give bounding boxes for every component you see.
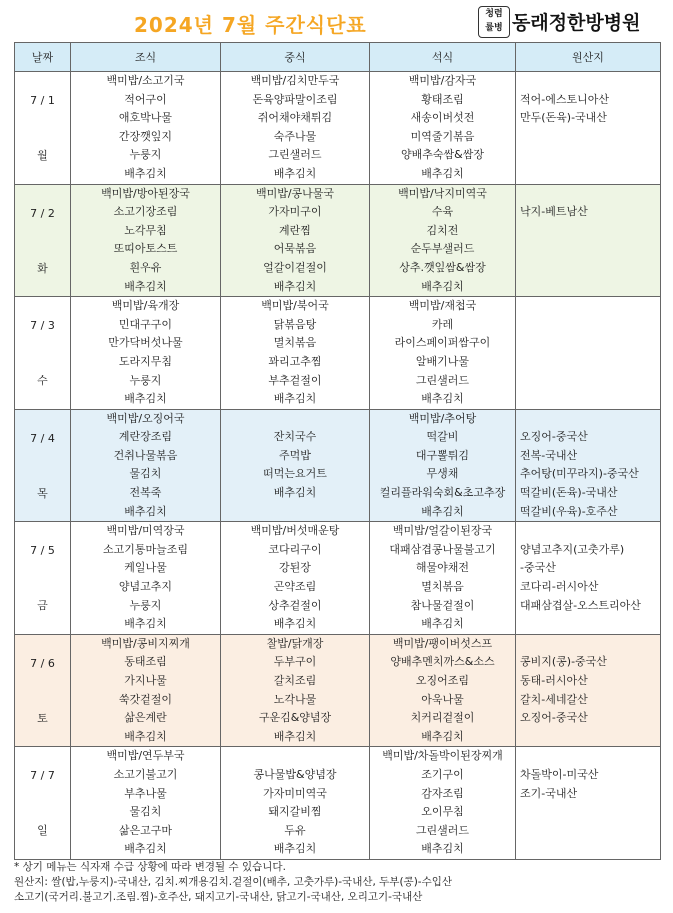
menu-item: 백미밥/버섯매운탕 <box>250 524 340 538</box>
origin-item <box>520 334 660 353</box>
menu-item: 민대구구이 <box>118 317 173 331</box>
menu-item: 주먹밥 <box>279 448 311 462</box>
menu-item: 삶은계란 <box>124 711 167 725</box>
header-lunch: 중식 <box>221 43 370 72</box>
day-row <box>15 409 661 522</box>
weekday-label: 토 <box>37 711 48 725</box>
menu-item: 백미밥/연두부국 <box>106 749 185 763</box>
menu-item: 소고기장조림 <box>113 205 178 219</box>
weekday-label: 월 <box>37 149 48 162</box>
origin-item <box>520 222 660 241</box>
menu-item: 배추김치 <box>421 392 464 406</box>
menu-item: 잔치국수 <box>273 430 317 444</box>
origin-item: 만두(돈육)-국내산 <box>520 111 607 125</box>
date-label: 7 / 4 <box>30 431 55 445</box>
menu-item: 배추김치 <box>273 617 317 631</box>
menu-item: 또띠아토스트 <box>113 242 178 256</box>
origin-cell <box>516 747 661 860</box>
origin-item: 차돌박이-미국산 <box>520 767 599 781</box>
menu-item: 아욱나물 <box>421 692 464 706</box>
origin-cell <box>516 634 661 747</box>
origin-item: 오징어-중국산 <box>520 430 588 444</box>
origin-item <box>520 185 660 204</box>
menu-item: 가자미미역국 <box>263 786 327 800</box>
menu-item: 컬리플라워숙회&초고추장 <box>379 486 506 500</box>
menu-item <box>221 410 369 429</box>
menu-item: 백미밥/추어탕 <box>408 411 477 425</box>
menu-item: 양배추숙쌈&쌈장 <box>401 148 484 162</box>
menu-item: 계란장조림 <box>118 430 173 444</box>
hospital-name: 동래정한방병원 <box>512 12 641 34</box>
menu-item: 소고기통마늘조림 <box>102 542 188 556</box>
menu-item: 만가닥버섯나물 <box>108 336 183 350</box>
menu-item: 콩나물밥&양념장 <box>253 767 337 781</box>
dinner-cell <box>370 634 516 747</box>
menu-item: 배추김치 <box>273 392 317 406</box>
menu-item: 꽈리고추찜 <box>268 354 322 368</box>
day-row <box>15 72 661 185</box>
menu-item: 참나물겉절이 <box>410 598 475 612</box>
weekday-label: 목 <box>37 486 48 500</box>
origin-item: 양념고추지(고춧가루) <box>520 542 625 556</box>
anti-corruption-logo: 청렴 률병 <box>478 6 510 38</box>
weekday-label: 화 <box>37 261 48 275</box>
menu-item: 백미밥/콩비지찌개 <box>101 636 190 650</box>
menu-item: 물김치 <box>129 805 162 819</box>
origin-item: 떡갈비(돈육)-국내산 <box>520 486 618 500</box>
day-cell <box>15 522 71 635</box>
menu-item: 배추김치 <box>273 486 317 500</box>
origin-item: 떡갈비(우육)-호주산 <box>520 504 618 518</box>
menu-item: 배추김치 <box>124 504 167 518</box>
menu-item: 물김치 <box>129 467 162 481</box>
lunch-cell <box>221 747 370 860</box>
menu-item: 김치전 <box>426 223 459 237</box>
day-row <box>15 297 661 410</box>
menu-item: 배추김치 <box>273 842 317 856</box>
menu-item: 소고기불고기 <box>113 767 178 781</box>
menu-item: 숙주나물 <box>273 129 317 143</box>
menu-item: 구운김&양념장 <box>258 711 332 725</box>
menu-item: 백미밥/차돌박이된장찌개 <box>382 749 503 763</box>
day-cell <box>15 747 71 860</box>
menu-item: 백미밥/콩나물국 <box>255 186 335 200</box>
breakfast-cell <box>71 297 221 410</box>
header-dinner: 석식 <box>370 43 516 72</box>
page-title: 2024년 7월 주간식단표 <box>134 13 367 37</box>
menu-item: 그린샐러드 <box>415 373 470 387</box>
day-row <box>15 747 661 860</box>
day-row <box>15 522 661 635</box>
menu-item: 건취나물볶음 <box>113 448 178 462</box>
origin-item <box>520 410 660 429</box>
menu-item: 백미밥/감자국 <box>408 74 477 87</box>
menu-item: 양배추멘치까스&소스 <box>390 655 495 669</box>
menu-item: 간장깻잎지 <box>118 129 173 143</box>
origin-item: 대패삼겹살-오스트리아산 <box>520 598 641 612</box>
weekday-label: 수 <box>37 374 48 388</box>
breakfast-cell <box>71 747 221 860</box>
origin-cell <box>516 297 661 410</box>
lunch-cell <box>221 522 370 635</box>
header-origin: 원산지 <box>516 43 661 72</box>
origin-item: 갈치-세네갈산 <box>520 692 588 706</box>
origin-item <box>520 353 660 372</box>
menu-item: 어묵볶음 <box>273 242 317 256</box>
day-row <box>15 184 661 297</box>
origin-item <box>520 822 660 841</box>
menu-item: 조기구이 <box>421 767 464 781</box>
menu-item: 백미밥/미역장국 <box>106 524 185 538</box>
date-label: 7 / 7 <box>30 769 55 783</box>
day-cell <box>15 634 71 747</box>
menu-item: 두유 <box>284 823 306 837</box>
origin-item <box>520 146 660 165</box>
date-label: 7 / 1 <box>30 94 55 107</box>
menu-item: 배추김치 <box>124 617 167 631</box>
origin-item: 콩비지(콩)-중국산 <box>520 655 607 669</box>
weekday-label: 일 <box>37 824 48 838</box>
menu-item: 멸치볶음 <box>273 336 317 350</box>
origin-item <box>520 522 660 541</box>
day-row <box>15 634 661 747</box>
menu-item: 케일나물 <box>124 561 167 575</box>
lunch-cell <box>221 184 370 297</box>
origin-cell <box>516 409 661 522</box>
menu-item: 배추김치 <box>421 504 464 518</box>
lunch-cell <box>221 297 370 410</box>
origin-item <box>520 128 660 147</box>
menu-item <box>221 503 369 522</box>
menu-item: 치커리겉절이 <box>410 711 475 725</box>
origin-item <box>520 803 660 822</box>
date-label: 7 / 5 <box>30 544 55 558</box>
menu-item <box>221 747 369 766</box>
menu-item: 배추김치 <box>421 617 464 631</box>
origin-item: 적어-에스토니아산 <box>520 92 609 106</box>
menu-item: 배추김치 <box>124 729 167 743</box>
menu-item: 대패삼겹콩나물불고기 <box>389 542 496 556</box>
menu-item: 무생채 <box>426 467 459 481</box>
menu-item: 노각무침 <box>124 223 167 237</box>
breakfast-cell <box>71 72 221 185</box>
menu-item: 코다리구이 <box>268 542 322 556</box>
menu-item: 대구뽈튀김 <box>415 448 470 462</box>
origin-item <box>520 747 660 766</box>
menu-item: 가지나물 <box>124 674 167 687</box>
origin-item: 낙지-베트남산 <box>520 205 588 219</box>
breakfast-cell <box>71 634 221 747</box>
dinner-cell <box>370 297 516 410</box>
day-cell <box>15 409 71 522</box>
footnote-notice: * 상기 메뉴는 식자재 수급 상황에 따라 변경될 수 있습니다. <box>14 861 286 873</box>
origin-item <box>520 840 660 859</box>
menu-item: 돼지갈비찜 <box>268 805 322 819</box>
menu-item: 해물야채전 <box>415 561 470 575</box>
menu-item: 곤약조림 <box>273 580 317 594</box>
menu-item: 백미밥/육개장 <box>111 299 180 313</box>
menu-item: 노각나물 <box>273 692 317 706</box>
day-cell <box>15 72 71 185</box>
menu-table <box>14 42 661 860</box>
menu-item: 배추김치 <box>273 166 317 180</box>
menu-item: 두부구이 <box>273 655 317 669</box>
origin-cell <box>516 184 661 297</box>
menu-item: 백미밥/재첩국 <box>408 299 477 313</box>
dinner-cell <box>370 184 516 297</box>
origin-item: 조기-국내산 <box>520 786 578 800</box>
dinner-cell <box>370 522 516 635</box>
menu-item: 배추김치 <box>421 842 464 856</box>
day-cell <box>15 297 71 410</box>
breakfast-cell <box>71 409 221 522</box>
menu-item: 계란찜 <box>279 223 311 237</box>
menu-item: 배추김치 <box>421 729 464 743</box>
breakfast-cell <box>71 184 221 297</box>
menu-item: 찰밥/닭개장 <box>266 636 324 650</box>
menu-item: 돈육양파말이조림 <box>252 92 338 106</box>
menu-item: 애호박나물 <box>118 111 173 125</box>
menu-item: 가자미구이 <box>268 205 322 219</box>
menu-item: 누룽지 <box>129 373 162 387</box>
origin-cell <box>516 72 661 185</box>
menu-item: 백미밥/북어국 <box>261 299 329 313</box>
origin-item <box>520 297 660 316</box>
dinner-cell <box>370 409 516 522</box>
menu-item: 미역줄기볶음 <box>410 129 475 143</box>
lunch-cell <box>221 409 370 522</box>
menu-item: 배추김치 <box>421 166 464 180</box>
origin-item <box>520 635 660 654</box>
menu-item: 양념고추지 <box>118 580 173 594</box>
menu-item: 새송이버섯전 <box>410 111 475 125</box>
origin-item <box>520 316 660 335</box>
menu-item: 전복죽 <box>129 486 162 500</box>
menu-item: 백미밥/방아된장국 <box>101 186 190 200</box>
menu-item: 황태조림 <box>421 92 464 106</box>
dinner-cell <box>370 747 516 860</box>
origin-item: 추어탕(미꾸라지)-중국산 <box>520 467 639 481</box>
menu-item: 백미밥/김치만두국 <box>250 74 340 87</box>
origin-item: 전복-국내산 <box>520 448 578 462</box>
menu-item: 쑥갓겉절이 <box>118 692 173 706</box>
footnote-origin-2: 소고기(국거리.불고기.조림.찜)-호주산, 돼지고기-국내산, 닭고기-국내산, 오리고기-국내산 <box>14 891 423 903</box>
menu-item: 얼갈이겉절이 <box>263 260 327 274</box>
date-label: 7 / 2 <box>30 206 55 220</box>
menu-item: 배추김치 <box>124 279 167 293</box>
origin-item <box>520 259 660 278</box>
weekday-label: 금 <box>37 599 48 613</box>
menu-item: 떠먹는요거트 <box>263 467 327 481</box>
menu-item: 배추김치 <box>124 842 167 856</box>
lunch-cell <box>221 634 370 747</box>
menu-item: 강된장 <box>279 561 311 575</box>
menu-item: 누룽지 <box>129 148 162 162</box>
menu-item: 백미밥/팽이버섯스프 <box>392 636 493 650</box>
origin-item <box>520 390 660 409</box>
menu-item: 도라지무침 <box>118 354 173 368</box>
origin-item: 동태-러시아산 <box>520 674 588 687</box>
menu-item: 알배기나물 <box>415 354 470 368</box>
breakfast-cell <box>71 522 221 635</box>
menu-item: 동태조림 <box>124 655 167 669</box>
header-date: 날짜 <box>15 43 71 72</box>
menu-item: 순두부샐러드 <box>410 242 475 256</box>
menu-item: 감자조림 <box>421 786 464 800</box>
menu-item: 배추김치 <box>273 279 317 293</box>
menu-item: 부추나물 <box>124 786 167 800</box>
menu-item: 백미밥/소고기국 <box>106 74 185 87</box>
header-breakfast: 조식 <box>71 43 221 72</box>
menu-item: 상추.깻잎쌈&쌈장 <box>399 260 486 274</box>
footnote-origin-1: 원산지: 쌀(밥,누룽지)-국내산, 김치.찌개용김치.겉절이(배추, 고춧가루)-국내산, 두부(콩)-수입산 <box>14 876 453 888</box>
menu-item: 오징어조림 <box>415 674 470 687</box>
menu-item: 그린샐러드 <box>268 148 322 162</box>
menu-item: 적어구이 <box>124 92 167 106</box>
menu-item: 배추김치 <box>124 166 167 180</box>
menu-item: 배추김치 <box>124 392 167 406</box>
menu-item: 배추김치 <box>273 729 317 743</box>
menu-item: 라이스페이퍼쌈구이 <box>394 336 491 350</box>
origin-item <box>520 372 660 391</box>
origin-item: 오징어-중국산 <box>520 711 588 725</box>
menu-item: 수육 <box>431 205 454 219</box>
menu-item: 배추김치 <box>421 279 464 293</box>
menu-item: 삶은고구마 <box>118 823 173 837</box>
menu-item: 카레 <box>431 317 454 331</box>
origin-item <box>520 72 660 91</box>
menu-item: 떡갈비 <box>426 430 459 444</box>
origin-item <box>520 728 660 747</box>
menu-item: 상추겉절이 <box>268 598 322 612</box>
menu-item: 멸치볶음 <box>421 580 464 594</box>
menu-item: 닭볶음탕 <box>273 317 317 331</box>
origin-item: -중국산 <box>520 561 556 575</box>
date-label: 7 / 3 <box>30 319 55 333</box>
origin-item: 코다리-러시아산 <box>520 580 599 594</box>
menu-item: 쥐어채야채튀김 <box>257 111 333 125</box>
menu-item: 누룽지 <box>129 598 162 612</box>
menu-item: 부추겉절이 <box>268 373 322 387</box>
date-label: 7 / 6 <box>30 656 55 670</box>
menu-item: 백미밥/낙지미역국 <box>398 186 487 200</box>
menu-item: 백미밥/얼갈이된장국 <box>392 524 493 538</box>
origin-item <box>520 615 660 634</box>
origin-item <box>520 240 660 259</box>
menu-item: 오이무침 <box>421 805 464 819</box>
day-cell <box>15 184 71 297</box>
menu-item: 백미밥/오징어국 <box>106 411 185 425</box>
origin-cell <box>516 522 661 635</box>
menu-item: 흰우유 <box>129 260 162 274</box>
menu-item: 그린샐러드 <box>415 823 470 837</box>
menu-item: 갈치조림 <box>273 674 317 687</box>
lunch-cell <box>221 72 370 185</box>
origin-item <box>520 278 660 297</box>
footnotes <box>14 860 452 905</box>
dinner-cell <box>370 72 516 185</box>
origin-item <box>520 165 660 184</box>
